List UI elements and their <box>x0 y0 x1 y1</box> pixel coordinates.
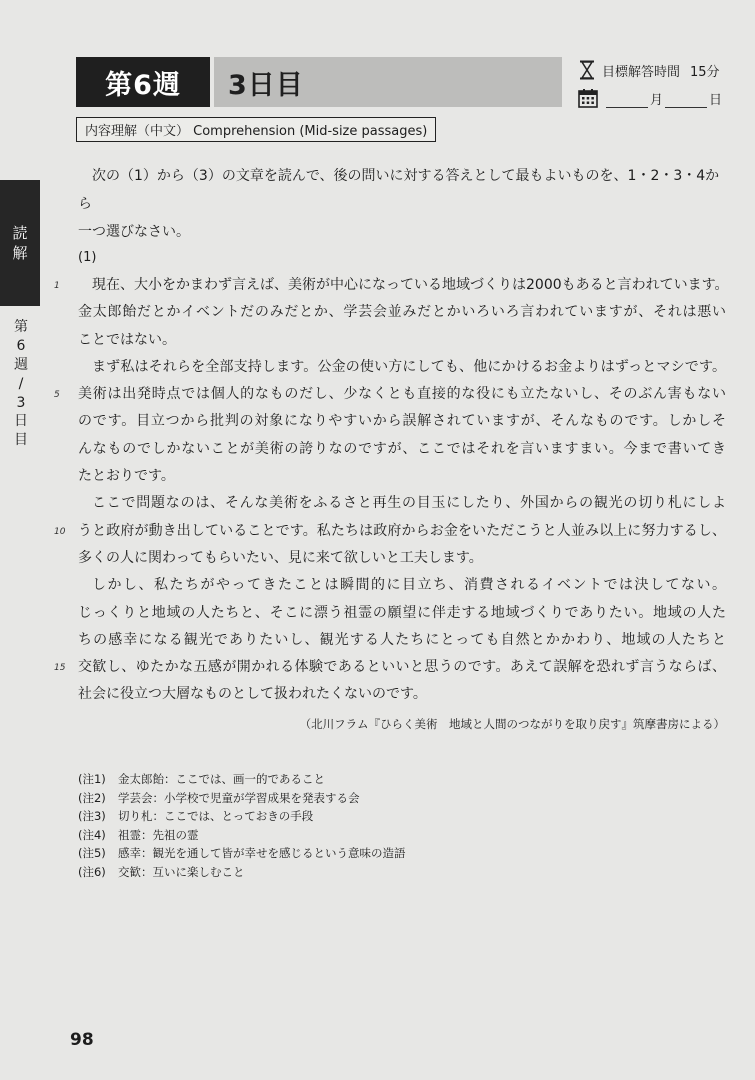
goal-minutes: 15分 <box>690 64 720 80</box>
note-item <box>78 807 406 826</box>
page-number: 98 <box>70 1030 94 1050</box>
week-label: 第6週 <box>76 57 210 107</box>
month-label: 月 <box>650 93 664 108</box>
passage-line <box>78 436 726 463</box>
passage-line <box>54 381 726 408</box>
passage-text: しかし、私たちがやってきたことは瞬間的に目立ち、消費されるイベントでは決してない。 <box>92 577 726 594</box>
note-label: (注1) <box>78 772 106 786</box>
hourglass-icon <box>578 60 596 80</box>
note-text: 交歓：互いに楽しむこと <box>118 864 245 879</box>
note-item <box>78 770 406 789</box>
passage-text: のです。目立つから批判の対象になりやすいから誤解されていますが、そんなものです。しかしそ <box>78 413 726 430</box>
passage-text: 現在、大小をかまわず言えば、美術が中心になっている地域づくりは2000もあると言われています。 <box>92 277 729 293</box>
question-number: (1) <box>78 250 97 265</box>
day-label: 3日目 <box>228 69 304 101</box>
passage-text: じっくりと地域の人たちと、そこに漂う祖霊の願望に伴走する地域づくりでありたい。地域の人た <box>78 604 726 621</box>
note-text: 金太郎飴：ここでは、画一的であること <box>118 772 325 786</box>
note-item <box>78 844 406 863</box>
passage-line <box>54 518 726 545</box>
passage-line <box>78 545 726 572</box>
note-text: 切り札：ここでは、とっておきの手段 <box>118 809 314 823</box>
note-label: (注5) <box>78 846 106 860</box>
side-subtitle-char: / <box>18 375 24 392</box>
passage-line <box>78 408 726 435</box>
passage-line <box>78 600 726 627</box>
goal-time <box>578 60 720 80</box>
side-subtitle-char: 6 <box>16 337 26 354</box>
passage-line <box>54 272 729 299</box>
note-label: (注2) <box>78 790 106 805</box>
passage-text: 多くの人に関わってもらいたい、見に来て欲しいと工夫します。 <box>78 549 483 566</box>
line-number: 10 <box>54 526 66 537</box>
note-item <box>78 826 406 845</box>
note-label: (注6) <box>78 864 106 879</box>
passage-text: 社会に役立つ大層なものとして扱われたくないのです。 <box>78 686 427 703</box>
passage-line <box>78 327 726 354</box>
passage-line <box>78 299 726 326</box>
note-text: 祖霊：先祖の霊 <box>118 827 199 842</box>
passage-line <box>78 463 726 490</box>
side-subtitle-char: 日 <box>14 413 28 430</box>
passage-text: 美術は出発時点では個人的なものだし、少なくとも直接的な役にも立たないし、そのぶん害もない <box>78 386 726 403</box>
passage-line <box>78 572 726 599</box>
note-label: (注4) <box>78 827 106 842</box>
passage-text: ちの感幸になる観光でありたいし、観光する人たちにとっても自然とかかわり、地域の人たちと <box>78 631 726 648</box>
passage-line <box>78 627 726 654</box>
passage-line <box>78 490 726 517</box>
note-item <box>78 789 406 808</box>
instruction-line: 一つ選びなさい。 <box>78 224 190 240</box>
instruction-text <box>78 162 726 246</box>
instruction-line: 次の（1）から（3）の文章を読んで、後の問いに対する答えとして最もよいものを、1・2・3・4から <box>78 168 720 212</box>
notes <box>78 770 406 881</box>
passage-text: 金太郎飴だとかイベントだのみだとか、学芸会並みだとかいろいろ言われていますが、それは悪い <box>78 304 726 321</box>
date-field <box>578 88 722 108</box>
passage-line <box>78 681 726 708</box>
passage-text: ことではない。 <box>78 331 176 348</box>
passage-line <box>78 354 726 381</box>
category-label: 内容理解（中文） Comprehension (Mid-size passages) <box>76 117 436 142</box>
side-subtitle-char: 週 <box>14 356 28 373</box>
note-text: 感幸：観光を通して皆が幸せを感じるという意味の造語 <box>118 846 406 860</box>
side-subtitle <box>12 318 30 450</box>
passage-text: うと政府が動き出していることです。私たちは政府からお金をいただこうと人並み以上に努力するし、 <box>78 522 726 539</box>
passage-text: まず私はそれらを全部支持します。公金の使い方にしても、他にかけるお金よりはずっとマシです。 <box>92 358 726 375</box>
day-blank <box>665 91 707 108</box>
month-blank <box>606 91 648 108</box>
line-number: 15 <box>54 663 66 674</box>
line-number: 1 <box>54 281 60 291</box>
goal-label: 目標解答時間 <box>602 64 681 80</box>
side-tab-char: 解 <box>12 244 28 262</box>
day-unit-label: 日 <box>709 93 723 108</box>
side-subtitle-char: 第 <box>14 319 28 335</box>
passage-line <box>54 654 726 681</box>
note-text: 学芸会：小学校で児童が学習成果を発表する会 <box>118 790 360 805</box>
passage-text: 交歓し、ゆたかな五感が開かれる体験であるといいと思うのです。あえて誤解を恐れず言うならば、 <box>78 659 726 676</box>
source-citation: （北川フラム『ひらく美術 地域と人間のつながりを取り戻す』筑摩書房による） <box>299 717 725 731</box>
passage-text: たとおりです。 <box>78 468 175 485</box>
side-subtitle-char: 3 <box>16 394 26 411</box>
instructions <box>78 162 726 246</box>
side-tab <box>0 180 40 306</box>
passage <box>54 272 729 709</box>
passage-text: ここで問題なのは、そんな美術をふるさと再生の目玉にしたり、外国からの観光の切り札にしよ <box>92 495 726 512</box>
calendar-icon <box>578 88 598 108</box>
side-subtitle-char: 目 <box>14 432 28 449</box>
line-number: 5 <box>54 390 60 401</box>
note-label: (注3) <box>78 809 106 823</box>
side-tab-char: 読 <box>12 223 28 242</box>
passage-text: んなものでしかないことが美術の誇りなのですが、ここではそれを言いますまい。今まで書いてき <box>78 440 726 457</box>
note-item <box>78 863 406 882</box>
